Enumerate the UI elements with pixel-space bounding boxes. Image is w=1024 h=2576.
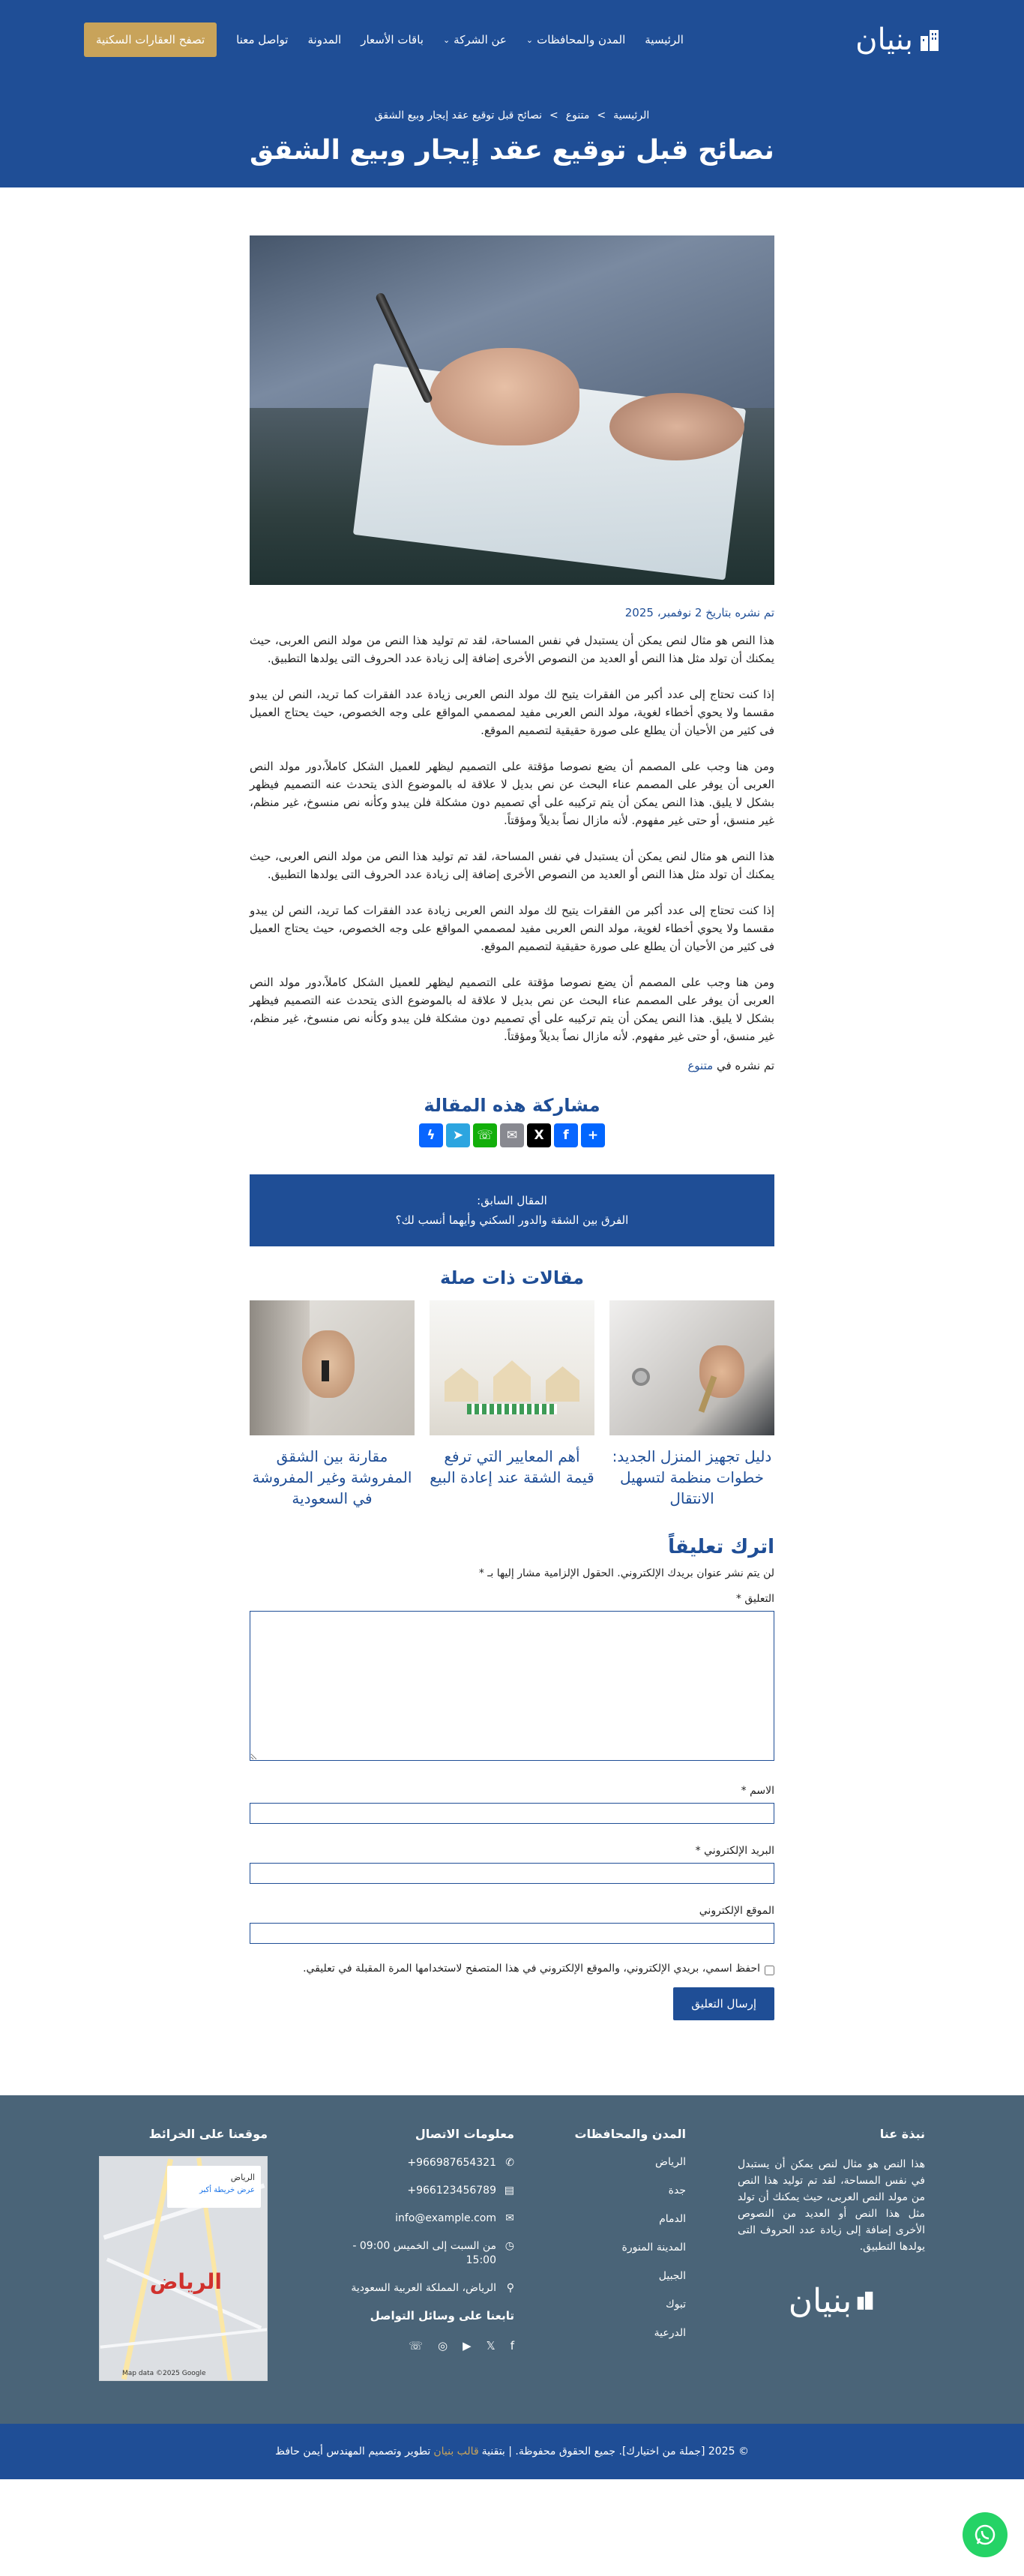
facebook-icon[interactable]: f [510,2339,514,2353]
contact-phone[interactable] [319,2156,514,2170]
cities-list [566,2156,686,2339]
nav-label: باقات الأسعار [361,33,424,46]
consent-row [250,1960,774,1977]
social-links [319,2339,514,2353]
comment-textarea[interactable] [250,1611,774,1761]
main-nav [84,21,940,58]
credit-text: تطوير وتصميم المهندس أيمن حافظ [275,2446,431,2458]
related-link[interactable]: أهم المعايير التي ترفع قيمة الشقة عند إعادة البيع [430,1447,594,1486]
follow-title: تابعنا على وسائل التواصل [370,2309,514,2323]
paragraph: هذا النص هو مثال لنص يمكن أن يستبدل في نفس المساحة، لقد تم توليد هذا النص من مولد النص العربى، حيث يمكنك أن تولد مثل هذا النص أو العديد من النصوص الأخرى إضافة إلى زيادة عدد الحروف التى يولدها التطبيق. [250,634,774,665]
footer-cities [566,2127,686,2381]
related-image-keys[interactable] [609,1300,774,1435]
breadcrumb [0,109,1024,121]
footer-logo[interactable] [738,2282,925,2320]
footer-logo-text: بنيان [788,2282,852,2320]
instagram-icon[interactable]: ◎ [437,2339,448,2353]
nav-label: الرئيسية [645,33,684,46]
comment-title: اترك تعليقاً [668,1536,774,1558]
breadcrumb-separator: > [549,109,558,121]
map-title: موقعنا على الخرائط [148,2127,268,2141]
related-card [250,1300,415,1509]
browse-properties-button[interactable]: تصفح العقارات السكنية [84,22,217,57]
article-body [250,631,774,1045]
featured-image [250,235,774,585]
address-text: الرياض، المملكة العربية السعودية [351,2282,496,2294]
category-link[interactable]: متنوع [687,1059,714,1072]
website-input[interactable] [250,1923,774,1944]
city-link[interactable]: الدرعية [654,2327,686,2339]
previous-post[interactable] [250,1174,774,1246]
cities-title: المدن والمحافظات [574,2127,686,2141]
phone-icon: ✆ [505,2157,514,2169]
posted-in [250,1059,774,1072]
about-title: نبذة عنا [879,2127,925,2141]
paragraph: ومن هنا وجب على المصمم أن يضع نصوصا مؤقتة على التصميم ليظهر للعميل الشكل كاملاً،دور مولد النص العربى أن يوفر على المصمم عناء البحث عن نص بديل لا علاقة له بالموضوع الذى يتحدث عنه التصميم فيظهر بشكل لا يليق. هذا النص يمكن أن يتم تركيبه على أي تصميم دون مشكلة فلن يبدو وكأنه نص منسوخ، غير منظم، غير منسق، أو حتى غير مفهوم. لأنه مازال نصاً بديلاً ومؤقتاً. [250,976,774,1043]
email-text: info@example.com [395,2212,496,2224]
contact-hours [319,2239,514,2268]
nav-label: تواصل معنا [236,33,289,46]
related-card [609,1300,774,1509]
nav-contact[interactable] [236,33,288,46]
whatsapp-icon[interactable]: ☏ [473,1123,497,1147]
fax-text: +966123456789 [407,2185,496,2197]
consent-checkbox[interactable] [765,1964,774,1977]
consent-text: احفظ اسمي، بريدي الإلكتروني، والموقع الإلكتروني في هذا المتصفح لاستخدامها المرة المقبلة في تعليقي. [303,1963,760,1975]
previous-post-title: الفرق بين الشقة والدور السكني وأيهما أنسب لك؟ [395,1213,629,1227]
publish-date-link[interactable]: 2 نوفمبر، 2025 [624,606,702,619]
fax-icon: ▤ [504,2185,514,2197]
submit-row [250,1987,774,2020]
breadcrumb-separator: > [597,109,606,121]
image-hand-left [609,393,744,460]
name-label: الاسم * [741,1785,774,1797]
website-label: الموقع الإلكتروني [699,1905,774,1917]
share-buttons [250,1123,774,1147]
city-link[interactable]: الدمام [659,2213,686,2225]
copyright-text: © 2025 [جملة من اختيارك]. جميع الحقوق محفوظة. | بتقنية [481,2446,749,2458]
previous-post-label: المقال السابق: [477,1194,547,1207]
chevron-down-icon: ⌄ [525,34,534,45]
building-icon [856,2290,874,2313]
footer-about [738,2127,925,2381]
submit-comment-button[interactable]: إرسال التعليق [673,1987,774,2020]
building-icon [919,28,940,51]
city-link[interactable]: المدينة المنورة [621,2242,686,2254]
map-info-card [167,2166,261,2208]
chevron-down-icon: ⌄ [442,34,451,45]
footer-columns [99,2127,925,2381]
related-posts [250,1300,774,1509]
email-label: البريد الإلكتروني * [695,1845,774,1857]
whatsapp-icon[interactable]: ☏ [409,2339,423,2353]
related-card [430,1300,594,1509]
paragraph: إذا كنت تحتاج إلى عدد أكبر من الفقرات يتيح لك مولد النص العربى زيادة عدد الفقرات كما تريد، النص لن يبدو مقسما ولا يحوي أخطاء لغوية، مولد النص العربى مفيد لمصممي المواقع على وجه الخصوص، حيث يحتاج العميل فى كثير من الأحيان أن يطلع على صورة حقيقية لتصميم الموقع. [250,904,774,953]
contact-fax[interactable] [319,2184,514,2198]
breadcrumb-category[interactable]: متنوع [565,109,590,121]
hours-text: من السبت إلى الخميس 09:00 - 15:00 [352,2240,496,2266]
nav-blog[interactable] [307,33,341,46]
related-image-houses[interactable] [430,1300,594,1435]
map-place: الرياض [230,2173,255,2182]
nav-about[interactable] [443,33,507,46]
youtube-icon[interactable]: ▶ [463,2339,472,2353]
x-icon[interactable]: X [527,1123,551,1147]
menu [84,22,684,57]
paragraph: إذا كنت تحتاج إلى عدد أكبر من الفقرات يتيح لك مولد النص العربى زيادة عدد الفقرات كما تريد، النص لن يبدو مقسما ولا يحوي أخطاء لغوية، مولد النص العربى مفيد لمصممي المواقع على وجه الخصوص، حيث يحتاج العميل فى كثير من الأحيان أن يطلع على صورة حقيقية لتصميم الموقع. [250,688,774,737]
whatsapp-icon [973,2523,997,2547]
contact-address [319,2281,514,2296]
related-link[interactable]: دليل تجهيز المنزل الجديد: خطوات منظمة لتسهيل الانتقال [612,1447,772,1507]
email-input[interactable] [250,1863,774,1884]
contact-email[interactable] [319,2212,514,2226]
site-logo[interactable] [855,22,940,57]
nav-home[interactable] [645,33,684,46]
city-link[interactable]: الجبيل [658,2270,686,2282]
publish-date [250,606,774,619]
page-title: نصائح قبل توقيع عقد إيجار وبيع الشقق [250,135,774,166]
phone-text: +966987654321 [407,2157,496,2169]
theme-link[interactable]: قالب بنيان [433,2446,479,2458]
map-city-label: الرياض [149,2269,222,2294]
telegram-icon[interactable]: ➤ [446,1123,470,1147]
contact-title: معلومات الاتصال [415,2127,514,2141]
name-input[interactable] [250,1803,774,1824]
footer-contact [319,2127,514,2381]
city-link[interactable]: جدة [668,2185,686,2197]
related-link[interactable]: مقارنة بين الشقق المفروشة وغير المفروشة في السعودية [252,1447,412,1507]
nav-label: المدن والمحافظات [537,33,626,46]
nav-pricing[interactable] [361,33,424,46]
breadcrumb-home[interactable]: الرئيسية [613,109,650,121]
comment-label: التعليق * [735,1593,774,1605]
article-content [250,235,774,2020]
logo-text: بنيان [855,22,913,57]
footer-map [99,2127,268,2381]
related-image-door[interactable] [250,1300,415,1435]
about-text: هذا النص هو مثال لنص يمكن أن يستبدل في نفس المساحة، لقد تم توليد هذا النص من مولد النص العربى، حيث يمكنك أن تولد مثل هذا النص أو العديد من النصوص الأخرى إضافة إلى زيادة عدد الحروف التى يولدها التطبيق. [738,2158,925,2253]
google-map[interactable] [99,2156,268,2381]
messenger-icon[interactable]: ϟ [419,1123,443,1147]
posted-in-prefix: تم نشره في [716,1059,774,1072]
whatsapp-float-button[interactable] [963,2512,1008,2557]
location-pin-icon: ⚲ [506,2282,514,2294]
paragraph: ومن هنا وجب على المصمم أن يضع نصوصا مؤقتة على التصميم ليظهر للعميل الشكل كاملاً،دور مولد النص العربى أن يوفر على المصمم عناء البحث عن نص بديل لا علاقة له بالموضوع الذى يتحدث عنه التصميم فيظهر بشكل لا يليق. هذا النص يمكن أن يتم تركيبه على أي تصميم دون مشكلة فلن يبدو وكأنه نص منسوخ، غير منظم، غير منسق، أو حتى غير مفهوم. لأنه مازال نصاً بديلاً ومؤقتاً. [250,760,774,827]
city-link[interactable]: الرياض [655,2156,686,2168]
email-icon[interactable]: ✉ [500,1123,524,1147]
clock-icon: ◷ [505,2240,514,2252]
publish-prefix: تم نشره بتاريخ [705,606,774,619]
copyright-bar [0,2424,1024,2479]
comment-note: لن يتم نشر عنوان بريدك الإلكتروني. الحقول الإلزامية مشار إليها بـ * [478,1567,774,1579]
facebook-icon[interactable]: f [554,1123,578,1147]
share-more-icon[interactable]: + [581,1123,605,1147]
site-footer [0,2095,1024,2424]
share-title: مشاركة هذه المقالة [424,1095,600,1116]
map-larger-link[interactable]: عرض خريطة أكبر [199,2186,255,2194]
nav-label: عن الشركة [454,33,507,46]
site-header [0,0,1024,187]
nav-label: المدونة [307,33,342,46]
nav-cities[interactable] [526,33,625,46]
paragraph: هذا النص هو مثال لنص يمكن أن يستبدل في نفس المساحة، لقد تم توليد هذا النص من مولد النص العربى، حيث يمكنك أن تولد مثل هذا النص أو العديد من النصوص الأخرى إضافة إلى زيادة عدد الحروف التى يولدها التطبيق. [250,850,774,881]
breadcrumb-current: نصائح قبل توقيع عقد إيجار وبيع الشقق [374,109,543,121]
city-link[interactable]: تبوك [666,2299,686,2311]
image-hand-right [430,348,579,445]
map-attribution: Map data ©2025 Google [122,2370,206,2377]
x-icon[interactable]: 𝕏 [486,2339,496,2353]
envelope-icon: ✉ [505,2212,514,2224]
related-title: مقالات ذات صلة [439,1267,585,1288]
